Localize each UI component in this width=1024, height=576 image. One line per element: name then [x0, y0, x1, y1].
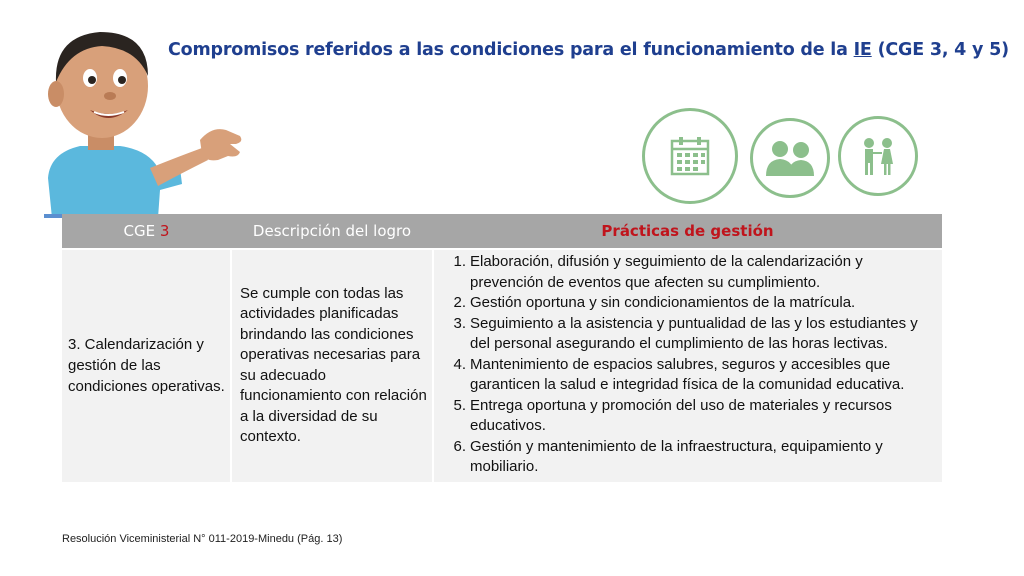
header-cge-label: CGE — [123, 222, 160, 240]
boy-illustration — [30, 18, 250, 218]
page-title — [168, 40, 1008, 60]
list-item — [440, 252, 938, 293]
list-item-text: Seguimiento a la asistencia y puntualidad de las y los estudiantes y del personal asegurando el cumplimiento de las horas lectivas. — [470, 314, 918, 352]
list-item-number: 4. — [453, 355, 466, 373]
list-item — [440, 293, 938, 314]
commitment-table — [62, 214, 942, 482]
list-item-number: 2. — [453, 294, 466, 311]
list-item-number: 6. — [453, 437, 466, 455]
list-item-text: Gestión y mantenimiento de la infraestructura, equipamiento y mobiliario. — [470, 437, 883, 475]
header-descripcion: Descripción del logro — [231, 214, 433, 249]
list-item-text: Gestión oportuna y sin condicionamientos de la matrícula. — [470, 294, 856, 311]
list-item-text: Elaboración, difusión y seguimiento de la calendarización y prevención de eventos que afecten su cumplimiento. — [470, 253, 863, 291]
children-icon — [838, 116, 918, 196]
table-header-row — [62, 214, 942, 249]
calendar-icon — [642, 108, 738, 204]
header-cge-number: 3 — [159, 222, 170, 240]
list-item-number: 1. — [453, 253, 466, 270]
list-item — [440, 355, 938, 396]
practices-list — [440, 252, 938, 478]
footer-reference: Resolución Viceministerial N° 011-2019-Minedu (Pág. 13) — [62, 533, 343, 545]
header-practicas: Prácticas de gestión — [433, 214, 942, 249]
list-item-text: Entrega oportuna y promoción del uso de materiales y recursos educativos. — [470, 396, 892, 434]
list-item-number: 3. — [453, 314, 466, 332]
list-item — [440, 396, 938, 437]
title-prefix: Compromisos referidos a las condiciones para el funcionamiento de la — [168, 40, 854, 60]
cell-cge: 3. Calendarización y gestión de las condiciones operativas. — [62, 249, 231, 482]
header-cge — [62, 214, 231, 249]
title-ie: IE — [853, 40, 872, 60]
cell-descripcion: Se cumple con todas las actividades planificadas brindando las condiciones operativas necesarias para su adecuado funcionamiento con relación a la diversidad de su contexto. — [231, 249, 433, 482]
list-item — [440, 314, 938, 355]
list-item-number: 5. — [453, 396, 466, 414]
list-item-text: Mantenimiento de espacios salubres, seguros y accesibles que garanticen la salud e integridad física de la comunidad educativa. — [470, 355, 905, 393]
table-row — [62, 249, 942, 482]
cell-practicas — [433, 249, 942, 482]
title-suffix: (CGE 3, 4 y 5) — [871, 40, 1009, 60]
people-icon — [750, 118, 830, 198]
list-item — [440, 437, 938, 478]
